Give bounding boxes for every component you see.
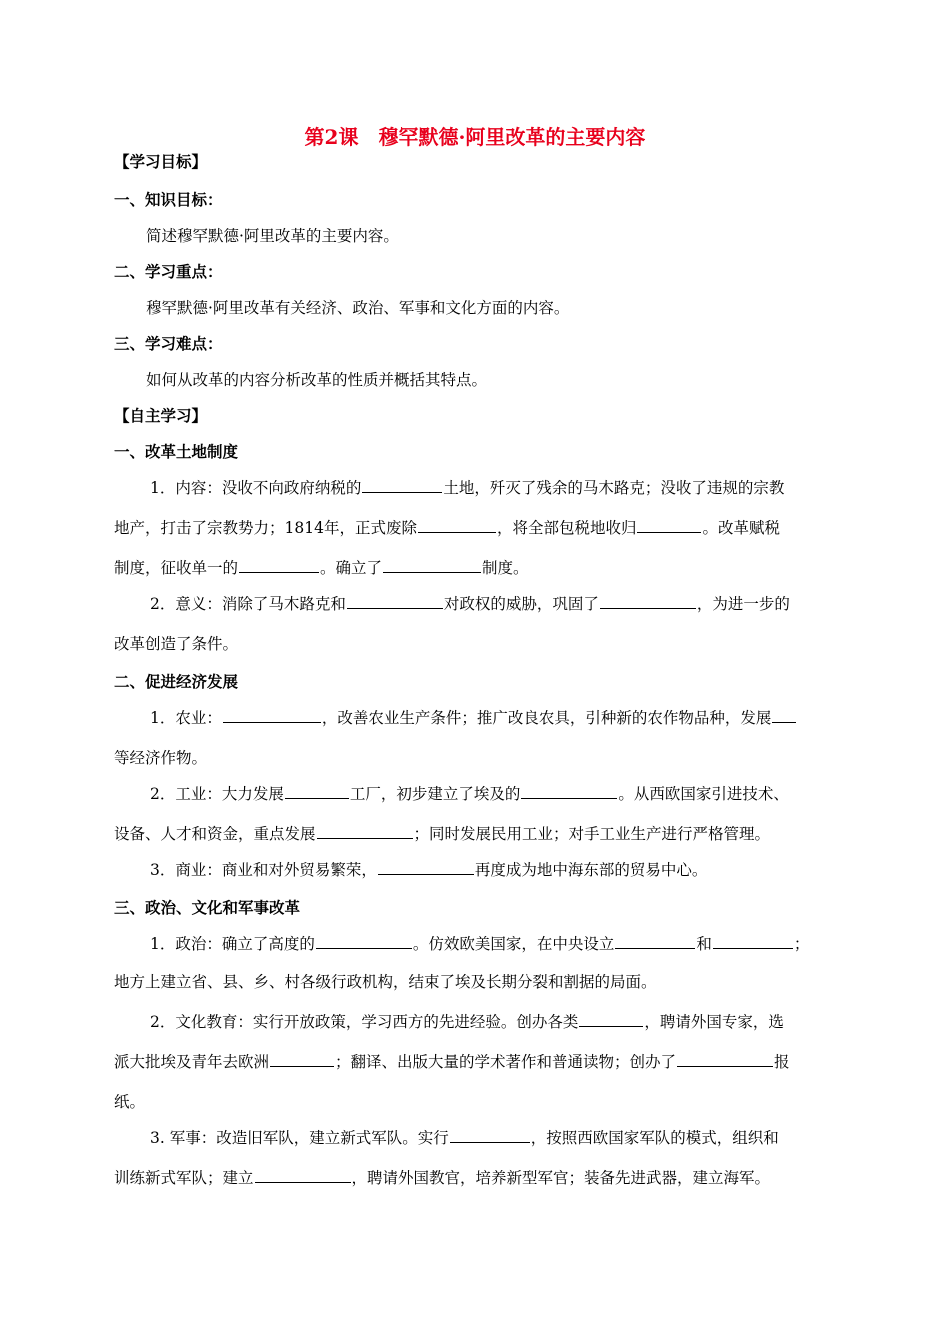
- paragraph-line: 1．政治：确立了高度的 。仿效欧美国家，在中央设立 和 ；: [150, 935, 810, 953]
- paragraph-line: 纸。: [114, 1093, 146, 1111]
- fill-blank[interactable]: [362, 478, 442, 493]
- fill-blank[interactable]: [579, 1012, 643, 1027]
- paragraph-line: 2．意义：消除了马木路克和 对政权的威胁，巩固了 ，为进一步的: [150, 595, 790, 613]
- paragraph-line: 3．商业：商业和对外贸易繁荣， 再度成为地中海东部的贸易中心。: [150, 861, 708, 879]
- fill-blank[interactable]: [677, 1052, 773, 1067]
- fill-blank[interactable]: [713, 934, 793, 949]
- section-heading-objectives: 【学习目标】: [114, 152, 208, 171]
- fill-blank[interactable]: [418, 518, 496, 533]
- paragraph-line: 3. 军事：改造旧军队，建立新式军队。实行 ，按照西欧国家军队的模式，组织和: [150, 1129, 779, 1147]
- text-difficulty: 如何从改革的内容分析改革的性质并概括其特点。: [146, 371, 488, 389]
- paragraph-line: 2．文化教育：实行开放政策，学习西方的先进经验。创办各类 ，聘请外国专家，选: [150, 1013, 784, 1031]
- page-title: 第2课 穆罕默德·阿里改革的主要内容: [304, 125, 646, 149]
- paragraph-line: 设备、人才和资金，重点发展 ；同时发展民用工业；对手工业生产进行严格管理。: [114, 825, 771, 843]
- paragraph-line: 地产，打击了宗教势力；1814年，正式废除 ，将全部包税地收归 。改革赋税: [114, 519, 780, 537]
- fill-blank[interactable]: [270, 1052, 334, 1067]
- fill-blank[interactable]: [347, 594, 443, 609]
- heading-economy: 二、促进经济发展: [114, 672, 239, 691]
- fill-blank[interactable]: [317, 824, 413, 839]
- fill-blank[interactable]: [285, 784, 349, 799]
- paragraph-line: 1．农业： ，改善农业生产条件；推广改良农具，引种新的农作物品种，发展: [150, 708, 797, 728]
- heading-land-reform: 一、改革土地制度: [114, 442, 239, 461]
- fill-blank[interactable]: [316, 934, 412, 949]
- paragraph-line: 制度，征收单一的 。确立了 制度。: [114, 559, 529, 577]
- paragraph-line: 等经济作物。: [114, 749, 208, 767]
- fill-blank[interactable]: [637, 518, 701, 533]
- heading-politics: 三、政治、文化和军事改革: [114, 898, 301, 917]
- fill-blank[interactable]: [223, 708, 321, 723]
- paragraph-line: 训练新式军队；建立 ，聘请外国教官，培养新型军官；装备先进武器，建立海军。: [114, 1169, 771, 1187]
- text-key-point: 穆罕默德·阿里改革有关经济、政治、军事和文化方面的内容。: [146, 299, 570, 317]
- heading-knowledge-goal: 一、知识目标：: [114, 190, 223, 209]
- fill-blank[interactable]: [255, 1168, 351, 1183]
- text-knowledge-goal: 简述穆罕默德·阿里改革的主要内容。: [146, 227, 399, 245]
- fill-blank[interactable]: [600, 594, 696, 609]
- fill-blank[interactable]: [521, 784, 617, 799]
- paragraph-line: 2．工业：大力发展 工厂，初步建立了埃及的 。从西欧国家引进技术、: [150, 785, 789, 803]
- fill-blank[interactable]: [239, 558, 319, 573]
- heading-difficulty: 三、学习难点：: [114, 334, 223, 353]
- paragraph-line: 派大批埃及青年去欧洲 ；翻译、出版大量的学术著作和普通读物；创办了 报: [114, 1053, 790, 1071]
- paragraph-line: 1．内容：没收不向政府纳税的 土地，歼灭了残余的马木路克；没收了违规的宗教: [150, 479, 785, 497]
- fill-blank[interactable]: [450, 1128, 530, 1143]
- fill-blank[interactable]: [383, 558, 481, 573]
- paragraph-line: 地方上建立省、县、乡、村各级行政机构，结束了埃及长期分裂和割据的局面。: [114, 973, 657, 991]
- section-heading-self-study: 【自主学习】: [114, 406, 208, 425]
- fill-blank[interactable]: [378, 860, 474, 875]
- fill-blank[interactable]: [772, 708, 796, 723]
- paragraph-line: 改革创造了条件。: [114, 635, 239, 653]
- fill-blank[interactable]: [615, 934, 695, 949]
- heading-key-point: 二、学习重点：: [114, 262, 223, 281]
